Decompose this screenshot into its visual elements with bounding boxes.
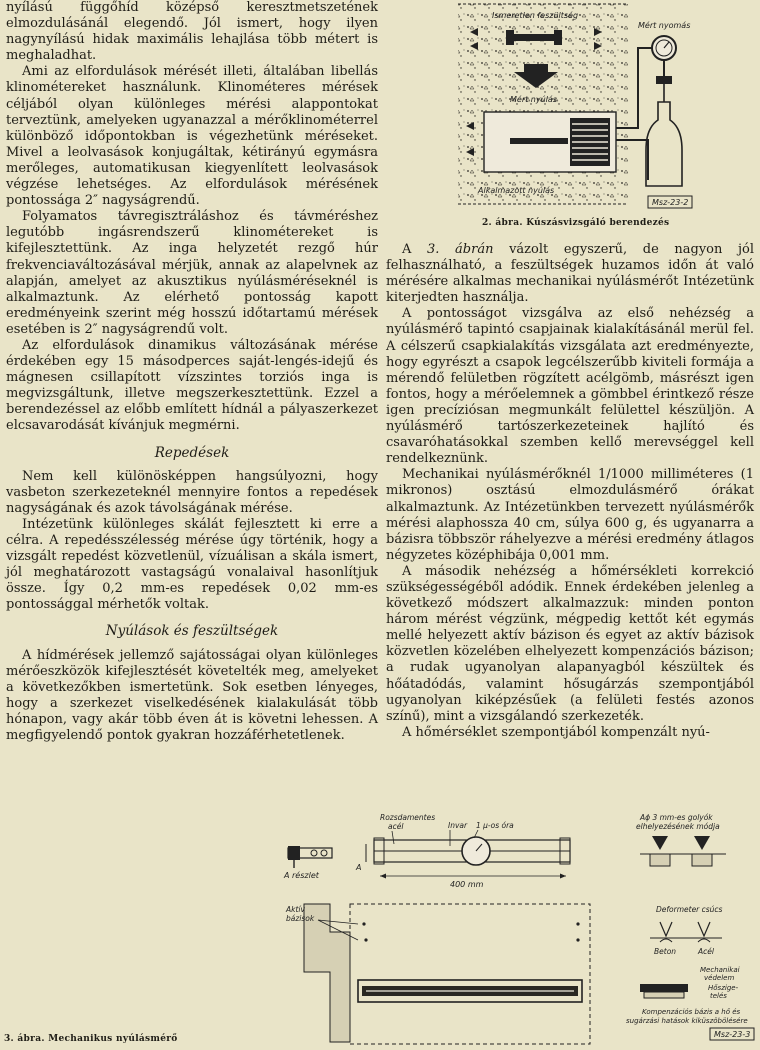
figure-2-code: Msz-23-2 [652, 198, 689, 207]
label-detail: A részlet [284, 871, 319, 880]
label-insul-1: Hőszige- [708, 984, 739, 992]
label-rust-free-2: acél [388, 822, 404, 831]
label-rust-free-1: Rozsdamentes [380, 813, 436, 822]
figure-2-caption: 2. ábra. Kúszásvizsgáló berendezés [482, 218, 670, 228]
label-deformeter: Deformeter csúcs [656, 905, 723, 914]
label-steel: Acél [698, 947, 714, 956]
label-A: A [356, 863, 362, 872]
label-ball-2: elhelyezésének módja [636, 822, 720, 831]
paragraph: A hídmérések jellemző sajátosságai olyan különleges mérőeszközök kifejlesztését követelték meg, amelyeket a következőkben ismertetünk. Sok esetben lényeges, hogy a szerkezet viselkedésének kialakulását több hónapon, vagy akár több éven át is követni lehessen. A megfigyelendő pontok gyakran hozzáférhetetlenek. [6, 647, 378, 744]
label-active-2: bázisok [286, 914, 315, 923]
label-mech-2: védelem [704, 974, 735, 982]
paragraph: Az elfordulások dinamikus változásának mérése érdekében egy 15 másodperces saját-lengés-idejű és mágnesen csillapított vízszintes torziós inga is megvizsgáltunk, illetve megszerkesztettünk. Ezzel a berendezéssel az előbb említett hídnál a pályaszerkezet elcsavarodását kívánjuk megmérni. [6, 337, 378, 434]
figure-3-mechanical-strain-gauge [270, 808, 758, 1046]
section-heading-repedesek: Repedések [154, 444, 230, 461]
paragraph: Intézetünk különleges skálát fejlesztett ki erre a célra. A repedésszélesség mérése úgy történik, hogy a vizsgált repedést közvetlenül, vízuálisan a skála ismert, jól meghatározott vastagságú vonalaival hasonlítjuk össze. Így 0,2 mm-es repedések 0,02 mm-es pontossággal mérhetők voltak. [6, 516, 378, 613]
label-concrete: Beton [654, 947, 677, 956]
label-comp-2: sugárzási hatások kiküszöbölésére [626, 1017, 748, 1025]
paragraph: A hőmérséklet szempontjából kompenzált nyú- [402, 724, 710, 740]
figure-2-creep-apparatus [452, 0, 710, 214]
paragraph: Mechanikai nyúlásmérőknél 1/1000 milliméteres (1 mikronos) osztású elmozdulásmérő órákat alkalmaztunk. Az Intézetünkben tervezett nyúlásmérők mérési alaphossza 40 cm, súlya 600 g, és ugyanarra a bázisra többször ráhelyezve a mérési eredmény átlagos négyzetes középhibája 0,001 mm. [386, 467, 754, 563]
paragraph: Nem kell különösképpen hangsúlyozni, hogy vasbeton szerkezeteknél mennyire fontos a repedések nagyságának és azok távolságának mérése. [6, 468, 378, 516]
label-applied-strain: Alkalmazott nyúlás [478, 186, 555, 195]
label-unknown-stress: Ismeretlen feszültség [492, 11, 579, 20]
paragraph: A pontosságot vizsgálva az első nehézség a nyúlásmérő tapintó csapjainak kialakításánál merül fel. A célszerű csapkialakítás vizsgálata azt eredményezte, hogy egyrészt a csapok legcélszerűbb kiviteli formája a mérendő felületben rögzített acélgömb, másrészt igen fontos, hogy a mérőelemnek a gömbbel érintkező része igen precíziósan megmunkált felülettel készüljön. A nyúlásmérő tartószerkezeteinek hajlító és csavaróhatásokkal szemben kellő merevséggel kell rendelkeznünk. [386, 306, 754, 467]
label-invar: Invar [448, 821, 468, 830]
label-length: 400 mm [450, 880, 484, 889]
paragraph: nyílású függőhíd középső keresztmetszetének elmozdulásánál elegendő. Jól ismert, hogy ilyen nagynyílású hidak maximális lehajlása több métert is meghaladhat. [6, 0, 378, 64]
label-insul-2: telés [710, 992, 727, 1000]
paragraph: A 3. ábrán vázolt egyszerű, de nagyon jól felhasználható, a feszültségek huzamos időn át való mérésére alkalmas mechanikai nyúlásmérőt Intézetünk kiterjedten használja. [386, 242, 754, 306]
label-mech-1: Mechanikai [700, 966, 740, 974]
label-ball-1: Aϕ 3 mm-es golyók [640, 813, 713, 822]
paragraph: Ami az elfordulások mérését illeti, általában libellás klinométereket használunk. Klinométeres mérések céljából olyan különleges mérési alappontokat terveztünk, amelyeken ugyanazzal a mérőklinométerrel különböző időpontokban is végezhetünk méréseket. Mivel a leolvasások konjugáltak, kétirányú egymásra merőleges, automatikusan kiegyenlített leolvasások végzése lehetséges. Az elfordulások mérésének pontossága 2″ nagyságrendű. [6, 64, 378, 209]
right-column [386, 242, 754, 741]
label-measured-pressure: Mért nyomás [638, 21, 691, 30]
figure-3-caption: 3. ábra. Mechanikus nyúlásmérő [4, 1034, 178, 1044]
label-comp-1: Kompenzációs bázis a hő és [642, 1008, 741, 1016]
left-column [6, 0, 378, 744]
label-dial: 1 μ-os óra [476, 821, 514, 830]
section-heading-nyulasok: Nyúlások és feszültségek [105, 623, 279, 640]
paragraph: Folyamatos távregisztráláshoz és távméréshez legutóbb ingásrendszerű klinométereket is kifejlesztettünk. Az inga helyzetét rezgő húr frekvenciaváltozásával mérjük, annak az alapelvnek az alapján, amelyet az akusztikus nyúlásméréseknél is alkalmaztunk. Az elérhető pontosság kapott eredményeink szerint még hosszú időtartamú mérések esetében is 2″ nagyságrendű volt. [6, 209, 378, 337]
figure-reference: 3. ábrán [427, 242, 494, 257]
label-active-1: Aktív [286, 905, 305, 914]
paragraph: A második nehézség a hőmérsékleti korrekció szükségességéből adódik. Ennek érdekében jelenleg a következő módszert alkalmazzuk: minden ponton három mérést végzünk, mégpedig kettőt két egymás mellé helyezett aktív bázison és egyet az aktív bázisok közvetlen közelében elhelyezett kompenzációs bázison; a rudak ugyanolyan alapanyagból készültek és hőátadódás, valamint hősugárzás szempontjából ugyanolyan kiképzésűek (a felületi festés azonos színű), mint a vizsgálandó szerkezeték. [386, 563, 754, 724]
figure-3-code: Msz-23-3 [714, 1030, 751, 1039]
label-measured-strain: Mért nyúlás [510, 95, 557, 104]
